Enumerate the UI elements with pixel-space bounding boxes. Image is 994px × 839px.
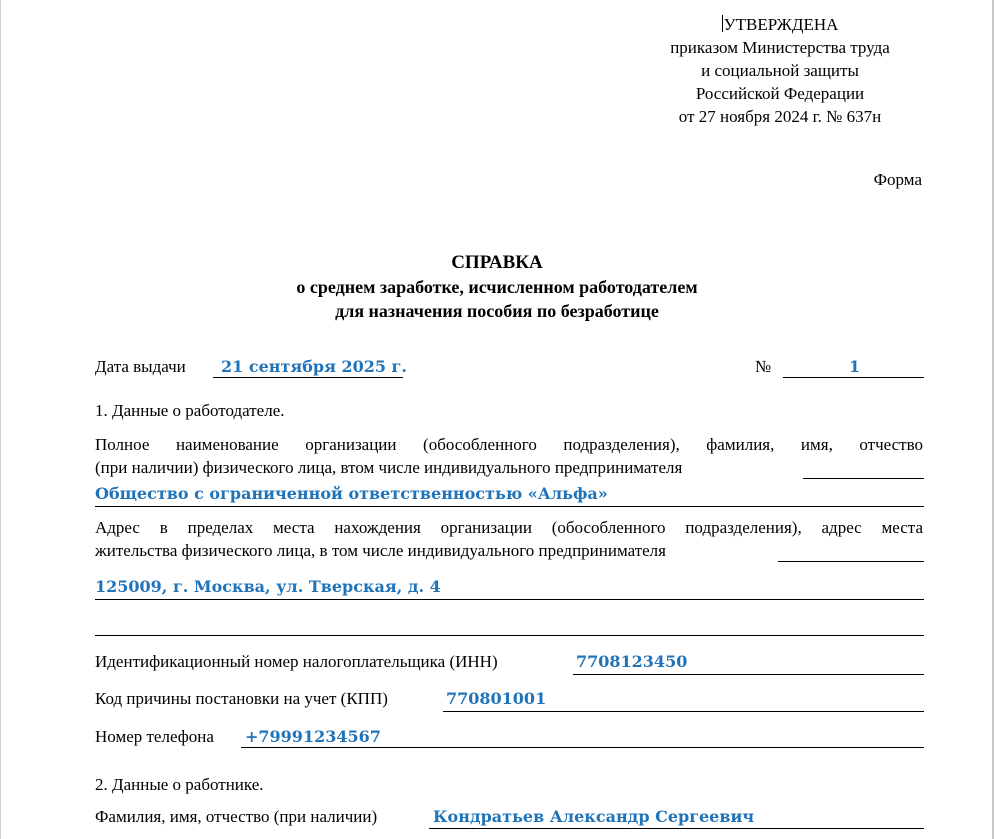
title-sub-2: для назначения пособия по безработице — [335, 301, 659, 321]
employer-address-value[interactable]: 125009, г. Москва, ул. Тверская, д. 4 — [95, 577, 441, 596]
employer-name-underline-1 — [803, 478, 924, 479]
approval-line-5: от 27 ноября 2024 г. № 637н — [678, 107, 882, 126]
document-title — [0, 251, 994, 323]
employee-fio-underline — [429, 828, 924, 829]
issue-date-label: Дата выдачи — [95, 357, 186, 376]
employee-fio-label: Фамилия, имя, отчество (при наличии) — [95, 807, 378, 826]
kpp-value[interactable]: 770801001 — [446, 689, 547, 708]
approval-line-3: и социальной защиты — [701, 61, 859, 80]
issue-date-value[interactable]: 21 сентября 2025 г. — [221, 357, 407, 376]
kpp-underline — [443, 711, 924, 712]
employer-address-label: Адрес в пределах места нахождения организации (обособленного подразделения), адрес места жительства физического лица, в том числе индивидуального предпринимателя — [95, 518, 923, 560]
title-sub-1: о среднем заработке, исчисленном работодателем — [296, 277, 698, 297]
kpp-label: Код причины постановки на учет (КПП) — [95, 689, 388, 708]
employer-section-title: 1. Данные о работодателе. — [95, 401, 285, 420]
text-cursor — [722, 15, 723, 32]
inn-underline — [573, 674, 924, 675]
employer-address-underline-2 — [95, 599, 924, 600]
inn-label: Идентификационный номер налогоплательщика (ИНН) — [95, 652, 498, 671]
employer-address-underline-1 — [778, 561, 924, 562]
employer-name-value[interactable]: Общество с ограниченной ответственностью «Альфа» — [95, 484, 608, 503]
inn-value[interactable]: 7708123450 — [576, 652, 688, 671]
page-left-edge — [0, 0, 1, 839]
phone-label: Номер телефона — [95, 727, 214, 746]
employee-section-title: 2. Данные о работнике. — [95, 775, 264, 794]
form-label: Форма — [873, 170, 922, 189]
issue-number-underline — [783, 377, 924, 378]
approval-line-1: УТВЕРЖДЕНА — [723, 15, 839, 34]
phone-value[interactable]: +79991234567 — [245, 727, 381, 746]
employer-name-underline-2 — [95, 506, 924, 507]
issue-number-label: № — [755, 357, 772, 376]
phone-underline — [241, 747, 924, 748]
approval-line-4: Российской Федерации — [695, 84, 865, 103]
title-main: СПРАВКА — [451, 252, 543, 273]
approval-line-2: приказом Министерства труда — [670, 38, 890, 57]
approval-block — [640, 13, 920, 128]
issue-date-underline — [213, 377, 403, 378]
employer-address-underline-3 — [95, 635, 924, 636]
employer-name-label: Полное наименование организации (обособленного подразделения), фамилия, имя, отчество (при наличии) физического лица, втом числе индивидуального предпринимателя — [95, 435, 923, 477]
issue-number-value[interactable]: 1 — [849, 357, 861, 376]
employee-fio-value[interactable]: Кондратьев Александр Сергеевич — [433, 807, 755, 826]
